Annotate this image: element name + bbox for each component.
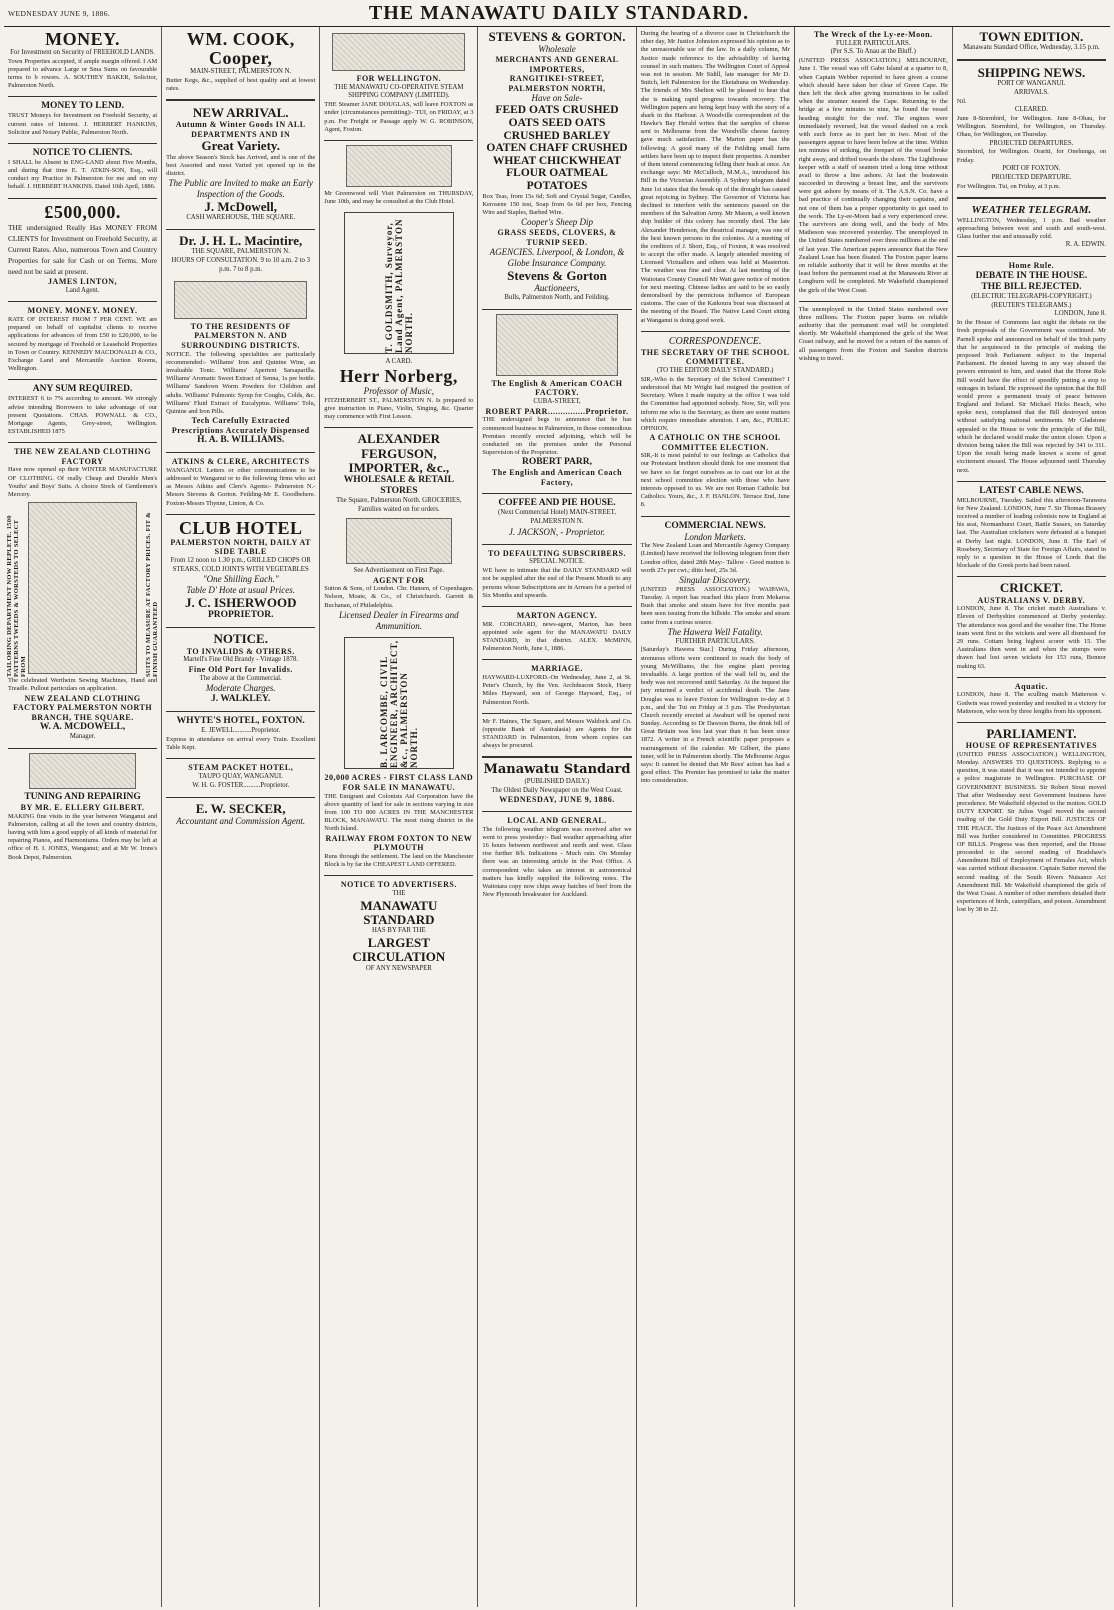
doctor-address: THE SQUARE, PALMERSTON N. — [191, 248, 290, 256]
coach-body: THE undersigned begs to announce that he has commenced business in Palmerston, in those commodious Premises recently erected adjoining, which will be conducted on the premises under the Personal Supervision of the Proprietor. — [482, 416, 632, 457]
steam-proprietor: W. H. G. FOSTER..........Proprietor. — [192, 781, 290, 789]
mm-heading: MONEY. MONEY. MONEY. — [27, 306, 138, 316]
column-4 — [478, 27, 636, 1607]
parr-factory: The English and American Coach Factory, — [491, 468, 623, 487]
shipping-port: PORT OF WANGANUI. — [997, 80, 1066, 88]
cook-body: Butter Kegs, &c., supplied of best quality and at lowest rates. — [166, 76, 316, 92]
mcdowell-title: Manager. — [69, 733, 96, 741]
doctor-hours: HOURS OF CONSULTATION. 9 to 10 a.m. 2 to 3 p.m. 7 to 8 p.m. — [171, 257, 310, 273]
masthead — [4, 0, 1110, 27]
sum-body: THE undersigned Really Has MONEY FROM CLIENTS for Investment on Freehold Security, at Current Rates. Also, numerous Town and Country Properties for sale for Cash or on Terms. More need not be said at present. — [8, 222, 158, 276]
issue-date: WEDNESDAY JUNE 9, 1886. — [8, 8, 111, 18]
wreck-source: (Per S.S. To Anau at the Bluff.) — [830, 48, 916, 56]
nz-body: Have now opened up their WINTER MANUFACTURE OF CLOTHING. Of really Cheap and Durable Men's Youths' and Boys' Suits. A choice Stock of Gentlemen's Mercery. — [8, 466, 158, 498]
sg-auctioneers-name: Stevens & Gorton — [507, 267, 607, 283]
larcombe-card — [344, 637, 453, 769]
commercial-heading: COMMERCIAL NEWS. — [664, 520, 766, 531]
invalids-commercial: The above at the Commercial. — [199, 674, 282, 682]
money-subtitle: For Investment on Security of FREEHOLD LANDS. — [10, 48, 155, 56]
linton-title: Land Agent. — [65, 286, 100, 294]
telegraph-credit: (ELECTRIC TELEGRAPH-COPYRIGHT.) (REUTER'S TELEGRAMS.) — [971, 292, 1092, 309]
herr-name: Herr Norberg, — [339, 366, 458, 387]
herr-title: Professor of Music, — [363, 386, 435, 397]
local-heading: LOCAL AND GENERAL. — [507, 816, 607, 825]
side-left-text: TAILORING DEPARTMENT NOW REPLETE. 1500 PATTERNS TWEEDS & WORSTEDS TO SELECT FROM — [6, 515, 27, 678]
marton-heading: MARTON AGENCY. — [516, 611, 598, 621]
cook-address: MAIN-STREET, PALMERSTON N. — [190, 67, 292, 75]
parliament-body: (UNITED PRESS ASSOCIATION.) WELLINGTON, Monday. ANSWERS TO QUESTIONS. Replying to a question, it was stated that it was not intended to appoint a police magistrate in Wellington. PURCHASE OF GOVERNMENT BUSINESS. Sir Robert Stout moved That after Wednesday next Government business have precedence. Mr Wakefield objected to the motion. GOLD DUTY EXPORT. Sir Julius Vogel moved the second reading of the Gold Duty Export Bill. JUSTICES OF THE PEACE. The Justices of the Peace Act Amendment Bill was further considered in Committee. PROGRESS OF BILLS. Progress was then reported, and the House proceeded to the second reading of Bradshaw's Amendment Bill of Employment of Females Act, which was carried without discussion. Captain Sutter moved the second reading of the South Rivers Nuisance Act Amendment Bill. Mr Wakefield championed the girls of the West Coast. A number of other members detailed their experiences of birds, caterpillars, and poison. Amendment lost by 38 to 22. — [956, 750, 1106, 914]
newspaper-title: THE MANAWATU DAILY STANDARD. — [368, 1, 750, 24]
arrival-invite: The Public are Invited to make an Early Inspection of the Goods. — [168, 178, 313, 200]
home-rule-dateline: LONDON, June 8. — [1054, 310, 1106, 318]
goldsmith-card — [344, 212, 453, 354]
weather-signature: R. A. EDWIN. — [1065, 241, 1106, 249]
club-heading: CLUB HOTEL — [178, 517, 303, 538]
prescriptions-line: Prescriptions Accurately Dispensed — [171, 425, 310, 435]
ferguson-title: IMPORTER, &c., — [348, 460, 450, 476]
commercial-body: The New Zealand Loan and Mercantile Agency Company (Limited) have received the following telegram from their London office, dated 28th May:- Tallow - Good mutton is worth 27s per cwt.; ditto beef, 25s 3d. — [640, 542, 790, 574]
defaulting-body: WE have to intimate that the DAILY STANDARD will not be supplied after the end of the Present Month to any persons whose Subscriptions are in Arrears for a period of Six Months and upwards. — [482, 567, 632, 599]
piano-illustration — [29, 753, 135, 789]
marton-body: MR. CORCHARD, news-agent, Marton, has been appointed sole agent for the MANAWATU DAILY STANDARD, in that district. ALEX. McMINN, Palmerston North, June 1, 1886. — [482, 620, 632, 653]
arrival-goods: Autumn & Winter Goods IN ALL DEPARTMENTS AND IN — [175, 120, 306, 139]
walkley-name: J. WALKLEY. — [211, 694, 271, 705]
steam-heading: STEAM PACKET HOTEL, — [188, 763, 294, 773]
sg-body: Box Teas, from 15s 6d; Soft and Crystal Sugar, Candles, Kerosene 150 test, Soap from 6s 6d per box, Fencing Wire and Staples, Barbed Wire. — [482, 192, 632, 217]
coffee-proprietor: J. JACKSON, - Proprietor. — [508, 527, 606, 538]
paper-nameplate: Manawatu Standard — [483, 762, 631, 778]
herr-body: FITZHERBERT ST., PALMERSTON N. Is prepared to give instruction in Piano, Violin, Singing, &c. Quarter may commence with First Lesson. — [324, 396, 474, 421]
wellington-company: THE MANAWATU CO-OPERATIVE STEAM SHIPPING COMPANY (LIMITED). — [334, 83, 464, 100]
coach-street: CUBA-STREET, — [533, 398, 581, 405]
sg-have: Have on Sale- — [531, 93, 583, 104]
tuning-heading: TUNING AND REPAIRING — [24, 792, 141, 803]
paper-date: WEDNESDAY, JUNE 9, 1886. — [499, 795, 615, 805]
residents-heading: TO THE RESIDENTS OF PALMERSTON N. AND SURROUNDING DISTRICTS. — [181, 321, 300, 351]
coffee-heading: COFFEE AND PIE HOUSE. — [498, 498, 616, 509]
departures-heading: PROJECTED DEPARTURES. — [989, 139, 1074, 147]
tech-line: Tech Carefully Extracted — [191, 416, 290, 426]
advertisers-body: HAS BY FAR THE — [372, 927, 426, 935]
isherwood-name: J. C. ISHERWOOD — [184, 595, 297, 611]
mcdowell-name: W. A. MCDOWELL, — [39, 722, 126, 733]
atkins-heading: ATKINS & CLERE, ARCHITECTS — [171, 457, 310, 467]
herr-label: A CARD. — [385, 358, 413, 366]
lend-heading: MONEY TO LEND. — [41, 101, 125, 112]
cable-body: MELBOURNE, Tuesday. Sailed this afternoon-Tarawera for New Zealand. LONDON, June 7. Sir Thomas Brassey received a number of leading colonists now in England at his seat, Normanhurst Court, Battle Sussex, on Saturday last. The Australian cricketers were defeated at a banquet at Derby last night. LONDON, June 8. The Earl of Rosebery, Secretary of State for Foreign Affairs, stated in reply to a question in the House of Lords that the blockade of the Greek ports had been raised. — [956, 496, 1106, 570]
nz-heading: THE NEW ZEALAND CLOTHING FACTORY — [14, 447, 152, 466]
debate-heading: DEBATE IN THE HOUSE. — [975, 270, 1088, 281]
any-heading: ANY SUM REQUIRED. — [32, 384, 133, 395]
sg-title: MERCHANTS AND GENERAL IMPORTERS, — [495, 55, 619, 74]
column-1 — [4, 27, 162, 1607]
defaulting-sub: SPECIAL NOTICE. — [529, 558, 585, 566]
advertisers-circulation: LARGEST CIRCULATION — [352, 934, 446, 965]
ferguson-body: The Square, Palmerston North. GROCERIES, Families waited on for orders. — [336, 497, 462, 514]
cook-trade: Cooper, — [209, 47, 273, 68]
sg-agencies: AGENCIES. Liverpool, & London, & Globe Insurance Company. — [489, 247, 625, 269]
aquatic-heading: Aquatic. — [1014, 681, 1048, 691]
agents-notice: Mr F. Haines, The Square, and Messrs Waldock and Co. (opposite Bank of Australasia) are Agents for the STANDARD in Palmerston, from whom copies can always be procured. — [482, 717, 632, 750]
weather-body: WELLINGTON, Wednesday, 1 p.m. Bad weather approaching between west and south and south-west. Glass further rise and unusually cold. — [956, 216, 1106, 241]
mcdowell-shop: J. McDowell, — [204, 198, 277, 214]
later-paragraphs: The unemployed in the United States numbered over three millions. The Foxton paper learns on reliable authority that the permanent road will be completed shortly. Mr Wakefield championed the girls of the West Coast railway, and he moved for a return of the names of all passengers from the Foxton and Sandon districts wishing to travel. — [798, 305, 948, 362]
tuning-by: BY MR. E. ELLERY GILBERT. — [20, 803, 145, 813]
clients-heading: NOTICE TO CLIENTS. — [32, 147, 133, 158]
coach-proprietor: ROBERT PARR...............Proprietor. — [485, 406, 629, 416]
club-body: From 12 noon to 1.30 p.m., GRILLED CHOPS OR STEAKS, COLD JOINTS WITH VEGETABLES — [170, 556, 311, 573]
news-paragraphs: During the hearing of a divorce case in Christchurch the other day, Mr Justice Johnston expressed his opinion as to the unreasonable use of the law. In a daily column, Mr Justice made reference to the advisability of having counsel in such matters. The Wellington Court of Appeal was not in session. Mr Sidill, late manager for Mr D. Snitch, left Palmerston for the Eketahuna on Wednesday. The friends of Mrs Shelton will be pleased to hear that she is making rapid progress towards recovery. The Wellington papers are being kept busy with the story of a shark in the Harbour. A Woodville correspondent of the Hawke's Bay Herald writes that the samples of cheese sent to Melbourne from the Woodville cheese factory gave much satisfaction. The Marton paper has the following: A good many of the Feilding small farm settlers have been up to inspect their properties. A number of them intend commencing felling their bush at once. An exchange says: Mr McCulloch, M.M.A., introduced his Bill in the Victorian Assembly. A Sydney telegram dated June 1st states that the break up of the drought has caused great rejoicing in Sydney. The Governor of Victoria has declined to interfere with the sentences passed on the members of the Salvation Army. Mr Mason, a well known ship builder of this colony has recently died. The late Alexander Henderson, the theatrical manager, was one of the best known persons in the colonies. At a meeting of the creditors of J. Short, Esq., of Foxton, it was resolved to accept the offer made. A largely attended meeting of Licensed Victuallers and others was held at Masterton. The weather was fine and clear. At last meeting of the Waitotara County Council Mr Watt gave notice of motion for next meeting. Chinese ladies are said to be so easily demoralised by the pernicious influence of European customs. The case of the Kaikoura boat was discussed at the meeting of the Board. The Native Land Court sitting at Wanganui is doing good work. — [640, 30, 790, 324]
secretary-to: (TO THE EDITOR DAILY STANDARD.) — [656, 366, 774, 374]
whyte-body: Express in attendance on arrival every Train. Excellent Table Kept. — [166, 735, 316, 752]
agent-heading: AGENT FOR — [373, 575, 425, 585]
advertisers-paper: MANAWATU STANDARD — [360, 897, 438, 927]
notice-heading: NOTICE. — [213, 631, 268, 647]
club-quote: "One Shilling Each." — [202, 574, 279, 585]
foxton-body: For Wellington. Tui, on Friday, at 3 p.m. — [956, 182, 1061, 190]
hawera-body: [Saturday's Hawera Star.] During Friday afternoon, strenuous efforts were continued to reach the body of young McWilliams, the fire engine plant proving invaluable. A large portion of the wall fell in, and the body was not recovered until Saturday. At the inquest the jury returned a verdict of accidental death. The Jane Douglas was to leave Foxton for Wellington to-day at 3 p.m., and the Tui on Friday at 3 p.m. The Presbyterian Church recently erected at Awahuri will be opened next Sunday. According to Dr Dawson Burns, the drink bill of Great Britain was less last year than it has been since 1872. A writer in a French scientific paper proposes a rearrangement of the calendar. Mr Gilbert, the piano tuner, will be in Palmerston shortly. The Melbourne Argus says: It cannot be denied that Mr Rees' action has had a good effect. The Premier has promised to take the matter into consideration. — [640, 646, 790, 785]
wreck-body: (UNITED PRESS ASSOCIATION.) MELBOURNE, June 1. The vessel was off Gabo Island at a quarter to 8, when Captain Webber reported to have given a course which should have taken her clear of Green Cape. He then left the deck after giving instructions to be called when the steamer neared the Cape. Returning to the bridge at a few minutes to nine, he found the vessel heading straight for the reef. The engines were immediately reversed, but the vessel dashed on a rock with such force as to part her in two. Most of the passengers appear to have been below at the time. Within ten minutes of striking, the forepart of the vessel broke right away, and drifted towards the shore. The Lighthouse keeper with a staff of seamen tried a long time without avail to throw a line ashore. At last the boatswain succeeded in throwing a breast line, and the survivors were got ashore by means of it. The A.S.N. Co. have a bad practice of continually changing their captains, and not one of them has a proper opportunity to get used to the work. The Ly-ee-Moon had a very experienced crew. The survivors are doing well, and the body of Mrs Matheson was recovered yesterday. The unemployed in the United States numbered over three millions at the end of last year. The American papers announce that the New Zealand Loan has been floated. The Foxton paper learns on reliable authority that it will be three months at the least before the permanent road at the Manawatu River at Longburn will be completed. Mr Wakefield championed the girls of the West Coast. — [798, 57, 948, 294]
money-body: Town Properties accepted, if ample margin offered. I AM prepared to advance Large or Sma Sums on favourable terms to b rowers. A. SOUTHEY BAKER, Solicitor, Palmerston North. — [8, 57, 158, 90]
coach-heading: The English & American COACH FACTORY. — [491, 378, 623, 398]
town-edition-heading: TOWN EDITION. — [979, 29, 1084, 44]
parliament-heading: PARLIAMENT. — [986, 725, 1077, 741]
secker-title: Accountant and Commission Agent. — [176, 815, 306, 826]
cleared-heading: CLEARED. — [1014, 106, 1048, 114]
sg-name: STEVENS & GORTON. — [488, 29, 626, 44]
cook-name: WM. COOK, — [186, 29, 295, 49]
sum-heading: £500,000. — [44, 201, 121, 222]
acres-heading: 20,000 ACRES - FIRST CLASS LAND FOR SALE IN MANAWATU. — [324, 773, 474, 793]
column-3 — [320, 27, 478, 1607]
sg-dip: Cooper's Sheep Dip — [521, 217, 593, 228]
nz-sewing: The celebrated Wertheim Sewing Machines, Hand and Treadle. Pullout particulars on application. — [8, 677, 158, 693]
hawera-sub: FURTHER PARTICULARS. — [675, 637, 755, 645]
licensed-dealer: Licensed Dealer in Firearms and Ammunition. — [339, 609, 459, 631]
greenwood-body: Mr Greenwood will Visit Palmerston on THURSDAY, June 10th, and may be consulted at the Club Hotel. — [324, 190, 474, 206]
acres-body: THE Emigrant and Colonists Aid Corporation have the above quantity of land for sale in sections varying in size from 100 TO 800 ACRES IN THE MANCHESTER BLOCK, MANAWATU. The most rising district in the North Island. — [324, 792, 474, 833]
departures-body: Stormbird, for Wellington. Orariti, for Onehunga, on Friday. — [956, 148, 1106, 164]
railway-body: Runs through the settlement. The land on the Manchester Block is by far the CHEAPEST LAND OFFERED. — [324, 852, 474, 868]
local-body: The following weather telegram was received after we went to press yesterday:- Bad weather approaching after 16 hours between northwest and north and west. Glass rise further 8/h. Indications - Much rain. On Monday there was an interesting article in the Post Office. A correspondent who takes an interest in astronomical matters has kindly supplied the following notes. The Waitotara copy now chips away batches of beef from the New Plymouth breakwater for Auckland. — [482, 825, 632, 899]
invalids-heading: TO INVALIDS & OTHERS. — [186, 646, 295, 656]
ferguson-name: ALEXANDER FERGUSON, — [357, 431, 441, 461]
agent-body: Sutton & Sons, of London. Chr. Hansen, of Copenhagen. Nelson, Moate, & Co., of Christchurch. Garrett & Buchanan, of Philadelphia. — [324, 585, 474, 609]
wellington-heading: FOR WELLINGTON. — [356, 74, 442, 83]
steam-sub: TAUPO QUAY, WANGANUI. — [198, 772, 283, 780]
columns — [4, 27, 1110, 1607]
defaulting-heading: TO DEFAULTING SUBSCRIBERS. — [487, 548, 626, 558]
arrival-variety: Great Variety. — [201, 138, 280, 154]
club-sub: PALMERSTON NORTH, DAILY AT SIDE TABLE — [170, 537, 311, 557]
secretary-body: SIR,-Who is the Secretary of the School Committee? I understood that Mr Wright had resigned the position of Secretary. When I made inquiry at the office I was told the Committee had appointed nobody. Now, Sir, will you inform me who is the Secretary, as there are some matters which require immediate attention. I am, &c., PUBLIC OPINION. — [640, 375, 790, 432]
anvil-illustration — [346, 518, 452, 564]
catholic-body: SIR,-It is most painful to our feelings as Catholics that our Protestant brethren should think for one moment that we have so far forgot ourselves as to cast our lot at the next school committee election with those who have interests opposed to us. We are not Roman Catholic but Catholics. Yours, &c., J. F. HANLON. Terrace End, June 8. — [640, 452, 790, 509]
paper-oldest: The Oldest Daily Newspaper on the West Coast. — [491, 786, 623, 794]
parliament-sub: HOUSE OF REPRESENTATIVES — [965, 741, 1098, 751]
mcdowell-shop-sub: CASH WAREHOUSE, THE SQUARE. — [186, 214, 296, 222]
nz-firm: NEW ZEALAND CLOTHING FACTORY PALMERSTON NORTH BRANCH, THE SQUARE. — [13, 693, 153, 722]
mm-body: RATE OF INTEREST FROM 7 PER CENT. WE are prepared on behalf of capitalist clients to receive applications for advances of from £50 to £20,000, to be secured by mortgage of Freehold or Leasehold Properties in Town or Country. KENNEDY MACDONALD & CO., Exchange Land and Mercantile Auction Rooms, Wellington. — [8, 316, 158, 373]
bill-heading: THE BILL REJECTED. — [981, 281, 1082, 292]
secker-name: E. W. SECKER, — [195, 800, 286, 816]
invalids-port: Fine Old Port for Invalids. — [188, 665, 293, 675]
advertisers-the: THE — [392, 889, 406, 897]
marriage-body: HAYWARD-LUXFORD.-On Wednesday, June 2, at St. Peter's Church, by the Ven. Archdeacon Stock, Harry Miles Hayward, son of George Hayward, Esq., of Palmerston North. — [482, 673, 632, 706]
money-heading: MONEY. — [45, 29, 120, 49]
invalids-brandy: Martell's Fine Old Brandy - Vintage 1878. — [183, 656, 299, 664]
singular-heading: Singular Discovery. — [679, 575, 751, 586]
sg-address: RANGITIKEI-STREET, PALMERSTON NORTH, — [508, 74, 606, 93]
coach-illustration — [496, 314, 617, 376]
railway-heading: RAILWAY FROM FOXTON TO NEW PLYMOUTH — [325, 833, 473, 853]
advertisers-heading: NOTICE TO ADVERTISERS. — [340, 880, 457, 890]
column-2 — [162, 27, 320, 1607]
column-5 — [637, 27, 795, 1607]
column-7 — [953, 27, 1110, 1607]
home-rule-body: In the House of Commons last night the debate on the fresh proposals of the Government was continued. Mr Parnell spoke and announced on behalf of the Irish party that he acquiesced in the principle of making the proposed Irish Parliament subject to the Imperial Parliament. He denied having in any way abused the powers entrusted to him, and stated that the Home Rule Bill would have the effect of speedily putting a stop to outrages in Ireland. He expressed the opinion that the Bill would prove a permanent treaty of peace between England and Ireland. Sir Michael Hicks Beach, who spoke next, complained that the Bill destroyed union without satisfying national sentiments. Mr Gladstone appealed to the House to vote the principle of the Bill, which he declared would make the union closer. Upon a division being taken the Bill was rejected by 341 to 311. Upon the result being made known a scene of great excitement ensued. The House adjourned until Thursday next. — [956, 319, 1106, 474]
arrivals-heading: ARRIVALS. — [1014, 89, 1049, 97]
sg-items: FEED OATS CRUSHED OATS SEED OATS CRUSHED BARLEY OATEN CHAFF CRUSHED WHEAT CHICKWHEAT FLOUR OATMEAL POTATOES — [486, 104, 628, 193]
catholic-heading: A CATHOLIC ON THE SCHOOL COMMITTEE ELECTION. — [649, 433, 781, 452]
foxton-departure: PROJECTED DEPARTURE. — [991, 173, 1072, 181]
arrivals-body: Nil. — [956, 98, 967, 106]
weather-heading: WEATHER TELEGRAM. — [971, 203, 1092, 216]
steamer-illustration — [332, 33, 465, 71]
paper-published: (PUBLISHED DAILY.) — [524, 777, 590, 785]
wreck-heading: The Wreck of the Ly-ee-Moon. — [813, 30, 933, 39]
side-right-text: SUITS TO MEASURE AT FACTORY PRICES. FIT & FINISH GUARANTEED — [145, 512, 160, 678]
wellington-body: THE Steamer JANE DOUGLAS, will leave FOXTON as under (circumstances permitting):- TUI, on FRIDAY, at 3 p.m. For Freight or Passage apply W. G. ROBINSON, Agent, Foxton. — [324, 101, 474, 133]
commercial-sub: London Markets. — [684, 531, 746, 542]
ferguson-stores: WHOLESALE & RETAIL STORES — [343, 475, 454, 497]
hawera-heading: The Hawera Well Fatality. — [667, 626, 763, 637]
correspondence-heading: CORRESPONDENCE. — [668, 335, 762, 347]
see-advertisement: See Advertisement on First Page. — [353, 566, 445, 574]
secretary-heading: THE SECRETARY OF THE SCHOOL COMMITTEE. — [640, 347, 790, 367]
dentist-illustration — [346, 145, 452, 187]
club-table: Table D' Hote at usual Prices. — [186, 585, 295, 596]
lend-body: TRUST Moneys for Investment on Freehold Security, at current rates of Interest. J. HERBERT HANKINS, Solicitor and Notary Public, Palmerston North. — [8, 112, 158, 136]
isherwood-title: PROPRIETOR. — [207, 610, 274, 621]
any-body: INTEREST 6 to 7% according to amount. We strongly advise intending Borrowers to take advantage of our present Quotations. CHAS. POWNALL & CO., Mortgage Agents, Grey-street, Wellington. ESTABLISHED 1875 — [8, 395, 158, 436]
residents-body: NOTICE. The following specialities are particularly recommended:- Williams' Iron and Quinine Wine, an invaluable Tonic. Williams' Aperient Sarsaparilla. Williams' Aromatic Sweet Extract of Senna, 1s per bottle. Williams' Sandown Worm Powders for Children and adults. Williams' Pulmonic Syrup for Coughs, Colds, &c. Williams' Fluid Extract of Eucalyptus. Williams' Tolu, Quinine and Iron Pills. — [166, 350, 316, 415]
sg-places: Bulls, Palmerston North, and Feilding. — [504, 293, 610, 301]
ship-illustration — [174, 281, 307, 319]
cleared-body: June 8-Stormbird, for Wellington. June 8-Ohau, for Wellington. Stormbird, for Wellington, on Thursday. Ohau, for Wellington, on Thursday. — [956, 115, 1106, 139]
clothing-figure-illustration — [28, 502, 137, 674]
shipping-heading: SHIPPING NEWS. — [977, 65, 1086, 81]
marriage-heading: MARRIAGE. — [531, 664, 583, 674]
goldsmith-card-text: T. GOLDSMITH, Surveyor, Land Agent, PALMERSTON NORTH. — [383, 218, 414, 354]
williams-name: H. A. B. WILLIAMS. — [197, 435, 285, 446]
aquatic-body: LONDON, June 8. The sculling match Matterson v. Godwin was rowed yesterday and resulted in a victory for Matterson, who won by three lengths from his opponent. — [956, 691, 1106, 715]
coffee-sub: (Next Commercial Hotel) MAIN-STREET, PALMERSTON N. — [497, 509, 617, 526]
arrival-heading: NEW ARRIVAL. — [192, 104, 289, 120]
whyte-proprietor: E. JEWELL..........Proprietor. — [201, 727, 281, 735]
cricket-heading: CRICKET. — [999, 580, 1063, 596]
column-6 — [795, 27, 953, 1607]
cricket-body: LONDON, June 8. The cricket match Australians v. Eleven of Derbyshire commenced at Derby yesterday. The attendance was good and the weather fine. The Home team went first to the wickets and were all dismissed for 29 runs. Cottam being highest scorer with 15. The Australians then went in and when the stumps were drawn had lost seven wickets for 153 runs, Bonnor making 63. — [956, 605, 1106, 670]
whyte-heading: WHYTE'S HOTEL, FOXTON. — [176, 716, 305, 727]
advertisers-any: OF ANY NEWSPAPER — [365, 964, 432, 972]
sg-auctioneers: Auctioneers, — [534, 283, 580, 294]
sg-wholesale: Wholesale — [538, 44, 576, 55]
linton-name: JAMES LINTON, — [48, 277, 118, 287]
home-rule-heading: Home Rule. — [1008, 261, 1055, 271]
parr-name: ROBERT PARR, — [521, 457, 593, 468]
singular-body: (UNITED PRESS ASSOCIATION.) WAIPAWA, Tuesday. A report has reached this place from Mokaroa Bush that smoke and steam have for five months past been seen issuing from the hillside. The smoke and steam came from a curious source. — [640, 585, 790, 626]
cricket-sub: AUSTRALIANS V. DERBY. — [977, 595, 1086, 605]
atkins-body: WANGANUI. Letters or other communications to be addressed to Wanganui or to the following firms who act as Messrs Atkins and Clere's Agents:- Palmerston N.-Messrs Stevens & Gorton. Feilding-Mr E. Goodbehere. Foxton-Messrs Thynne, Linton, & Co. — [166, 466, 316, 507]
town-edition-sub: Manawatu Standard Office, Wednesday, 3.15 p.m. — [963, 44, 1100, 52]
foxton-heading: PORT OF FOXTON. — [1002, 164, 1061, 172]
sg-seeds: GRASS SEEDS, CLOVERS, & TURNIP SEED. — [497, 228, 617, 247]
cable-heading: LATEST CABLE NEWS. — [979, 485, 1084, 496]
doctor-name: Dr. J. H. L. Macintire, — [179, 233, 303, 249]
wreck-sub: FULLER PARTICULARS. — [836, 39, 911, 47]
arrival-body: The above Season's Stock has Arrived, and is one of the best Assorted and most Varied yet opened up in the district. — [166, 153, 316, 178]
tuning-body: MAKING fine visits in the year between Wanganui and Palmerston, calling at all the town and country districts, having with him a good supply of all kinds of material for repairing Pianos, and Harmoniums. Orders may be left at office of H. I. JONES, Wanganui; and at Mr W. Irons's Book Depot, Palmerston. — [8, 812, 158, 861]
larcombe-card-text: B. LARCOMBE, CIVIL ENGINEER, ARCHITECT, &c., PALMERSTON NORTH. — [378, 640, 419, 769]
moderate-charges: Moderate Charges. — [205, 683, 276, 694]
clients-body: I SHALL be Absent in ENG-LAND about Five Months, and during that time E. T. ATKIN-SON, Esq., will conduct my Practice in Palmerston for me and on my behalf. J. HERBERT HANKINS. Dated 10th April, 1886. — [8, 158, 158, 191]
